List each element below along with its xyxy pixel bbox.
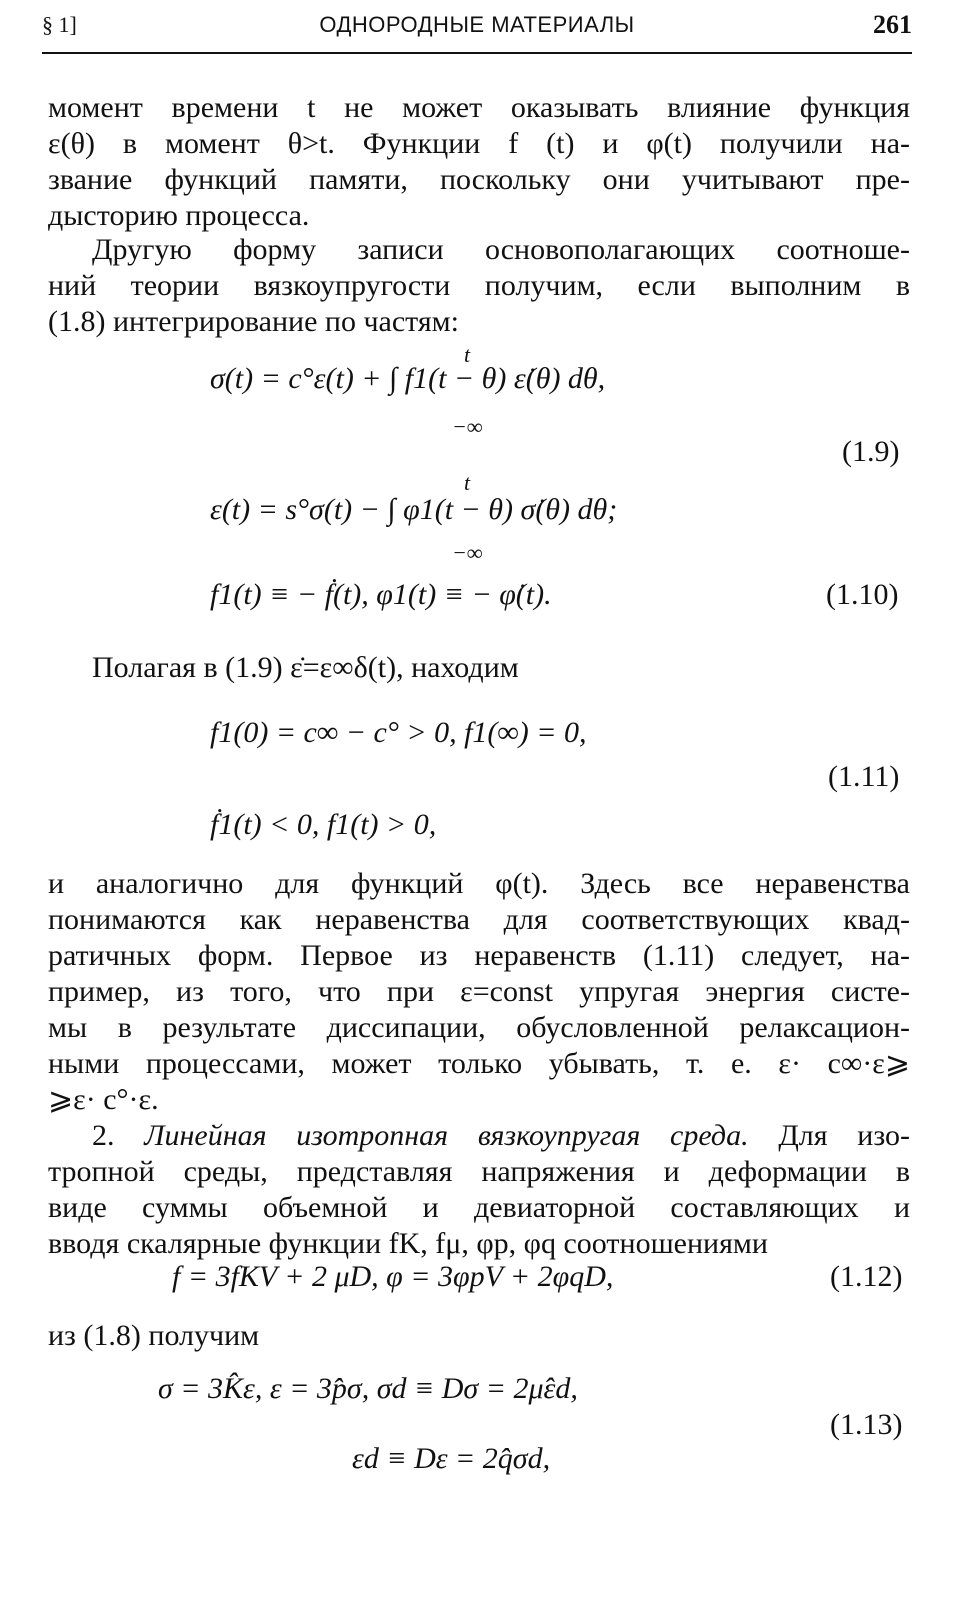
text-line: ε(θ) в момент θ>t. Функции f (t) и φ(t) получили на- <box>48 127 910 160</box>
text-line: пример, из того, что при ε=const упругая энергия систе- <box>48 975 910 1008</box>
text-line: из (1.8) получим <box>48 1319 260 1352</box>
equation-1-10: f1(t) ≡ − ḟ(t), φ1(t) ≡ − φ̇(t). <box>210 578 552 611</box>
equation-1-12: f = 3fKV + 2 μD, φ = 3φpV + 2φqD, <box>172 1260 614 1293</box>
integral-lower-limit: −∞ <box>452 414 483 439</box>
page-number: 261 <box>873 10 912 39</box>
paragraph-3 <box>48 650 910 686</box>
text-line: вводя скалярные функции fK, fμ, φp, φq соотношениями <box>48 1227 768 1260</box>
integral-upper-limit: t <box>464 470 471 495</box>
text-line: ными процессами, может только убывать, т. е. ε· c∞·ε⩾ <box>48 1047 910 1080</box>
equation-number: (1.9) <box>842 435 900 468</box>
text-fragment: Для изо- <box>778 1119 911 1152</box>
text-line: ний теории вязкоупругости получим, если выполним в <box>48 269 910 302</box>
equation-1-9a: σ(t) = c°ε(t) + ∫ f1(t − θ) ε̇(θ) dθ, <box>210 362 606 395</box>
equation-1-11b: ḟ1(t) < 0, f1(t) > 0, <box>210 808 437 841</box>
text-line: мы в результате диссипации, обусловленной релаксацион- <box>48 1011 910 1044</box>
equation-number: (1.10) <box>826 578 899 611</box>
subsection-title: Линейная изотропная вязкоупругая среда. <box>144 1119 749 1152</box>
paragraph-6 <box>48 1318 910 1354</box>
paragraph-5 <box>48 1118 910 1262</box>
text-line: Полагая в (1.9) ε̇=ε∞δ(t), находим <box>92 651 519 684</box>
equation-1-9b: ε(t) = s°σ(t) − ∫ φ1(t − θ) σ̇(θ) dθ; <box>210 493 618 526</box>
equation-1-11a: f1(0) = c∞ − c° > 0, f1(∞) = 0, <box>210 716 587 749</box>
text-line <box>48 1118 910 1154</box>
text-line: момент времени t не может оказывать влияние функция <box>48 91 910 124</box>
text-line: дысторию процесса. <box>48 199 310 232</box>
integral-upper-limit: t <box>464 342 471 367</box>
header-rule <box>42 52 912 54</box>
running-header <box>42 8 912 48</box>
text-line: виде суммы объемной и девиаторной составляющих и <box>48 1191 910 1224</box>
equation-number: (1.12) <box>830 1260 903 1293</box>
paragraph-1 <box>48 90 910 234</box>
text-line: и аналогично для функций φ(t). Здесь все неравенства <box>48 867 910 900</box>
equation-number: (1.11) <box>828 760 900 793</box>
section-marker: § 1] <box>42 12 77 37</box>
text-line: ратичных форм. Первое из неравенств (1.11) следует, на- <box>48 939 910 972</box>
item-number: 2. <box>92 1119 115 1152</box>
text-line: (1.8) интегрирование по частям: <box>48 305 459 338</box>
equation-1-13b: εd ≡ Dε = 2q̂σd, <box>352 1442 551 1475</box>
text-line: понимаются как неравенства для соответствующих квад- <box>48 903 910 936</box>
chapter-title: ОДНОРОДНЫЕ МАТЕРИАЛЫ <box>319 12 635 37</box>
text-line: Другую форму записи основополагающих соотноше- <box>92 233 910 266</box>
equation-1-13a: σ = 3K̂ε, ε = 3p̂σ, σd ≡ Dσ = 2μ̂εd, <box>158 1372 578 1405</box>
integral-lower-limit: −∞ <box>452 540 483 565</box>
text-line: звание функций памяти, поскольку они учитывают пре- <box>48 163 910 196</box>
equation-number: (1.13) <box>830 1408 903 1441</box>
paragraph-4 <box>48 866 910 1118</box>
paragraph-2 <box>48 232 910 340</box>
text-line: ⩾ε· c°·ε. <box>48 1083 159 1116</box>
text-line: тропной среды, представляя напряжения и деформации в <box>48 1155 910 1188</box>
